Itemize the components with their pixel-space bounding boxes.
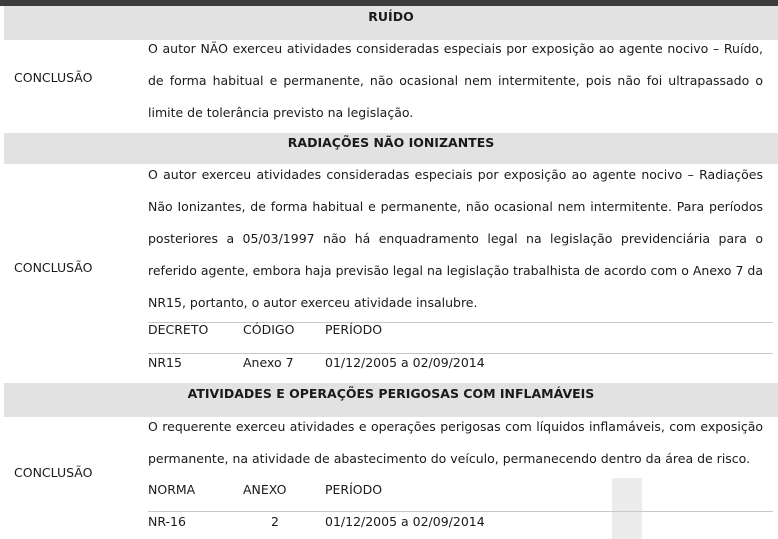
table-divider: [148, 353, 773, 354]
table-cell-anexo: 2: [271, 514, 279, 529]
table-header-periodo: PERÍODO: [325, 482, 383, 497]
table-header-codigo: CÓDIGO: [243, 322, 295, 337]
table-cell-periodo: 01/12/2005 a 02/09/2014: [325, 355, 485, 370]
table-header-periodo: PERÍODO: [325, 322, 383, 337]
section-title-radiacoes: RADIAÇÕES NÃO IONIZANTES: [4, 133, 778, 164]
table-header-anexo: ANEXO: [243, 482, 287, 497]
conclusion-text-radiacoes: O autor exerceu atividades consideradas especiais por exposição ao agente nocivo – Radiações Não Ionizantes, de forma habitual e permanente, não ocasional nem intermitente. Para períodos posteriores a 05/03/1997 não há enquadramento legal na legislação previdenciária para o referido agente, embora haja previsão legal na legislação trabalhista de acordo com o Anexo 7 da NR15, portanto, o autor exerceu atividade insalubre.: [148, 167, 763, 310]
page-shadow: [612, 478, 642, 539]
table-cell-periodo: 01/12/2005 a 02/09/2014: [325, 514, 485, 529]
table-header-decreto: DECRETO: [148, 322, 209, 337]
section-title-ruido: RUÍDO: [4, 6, 778, 40]
section-title-inflamaveis: ATIVIDADES E OPERAÇÕES PERIGOSAS COM INFLAMÁVEIS: [4, 383, 778, 417]
conclusion-label-inflamaveis: CONCLUSÃO: [14, 465, 93, 480]
conclusion-label-radiacoes: CONCLUSÃO: [14, 260, 93, 275]
table-divider: [148, 511, 773, 512]
conclusion-text-ruido: O autor NÃO exerceu atividades consideradas especiais por exposição ao agente nocivo – Ruído, de forma habitual e permanente, não ocasional nem intermitente, pois não foi ultrapassado o limite de tolerância previsto na legislação.: [148, 41, 763, 120]
table-cell-norma: NR-16: [148, 514, 186, 529]
table-divider: [148, 322, 773, 323]
table-cell-codigo: Anexo 7: [243, 355, 294, 370]
table-header-norma: NORMA: [148, 482, 196, 497]
conclusion-label-ruido: CONCLUSÃO: [14, 70, 93, 85]
table-cell-decreto: NR15: [148, 355, 182, 370]
conclusion-text-inflamaveis: O requerente exerceu atividades e operações perigosas com líquidos inflamáveis, com exposição permanente, na atividade de abastecimento do veículo, permanecendo dentro da área de risco.: [148, 419, 763, 466]
